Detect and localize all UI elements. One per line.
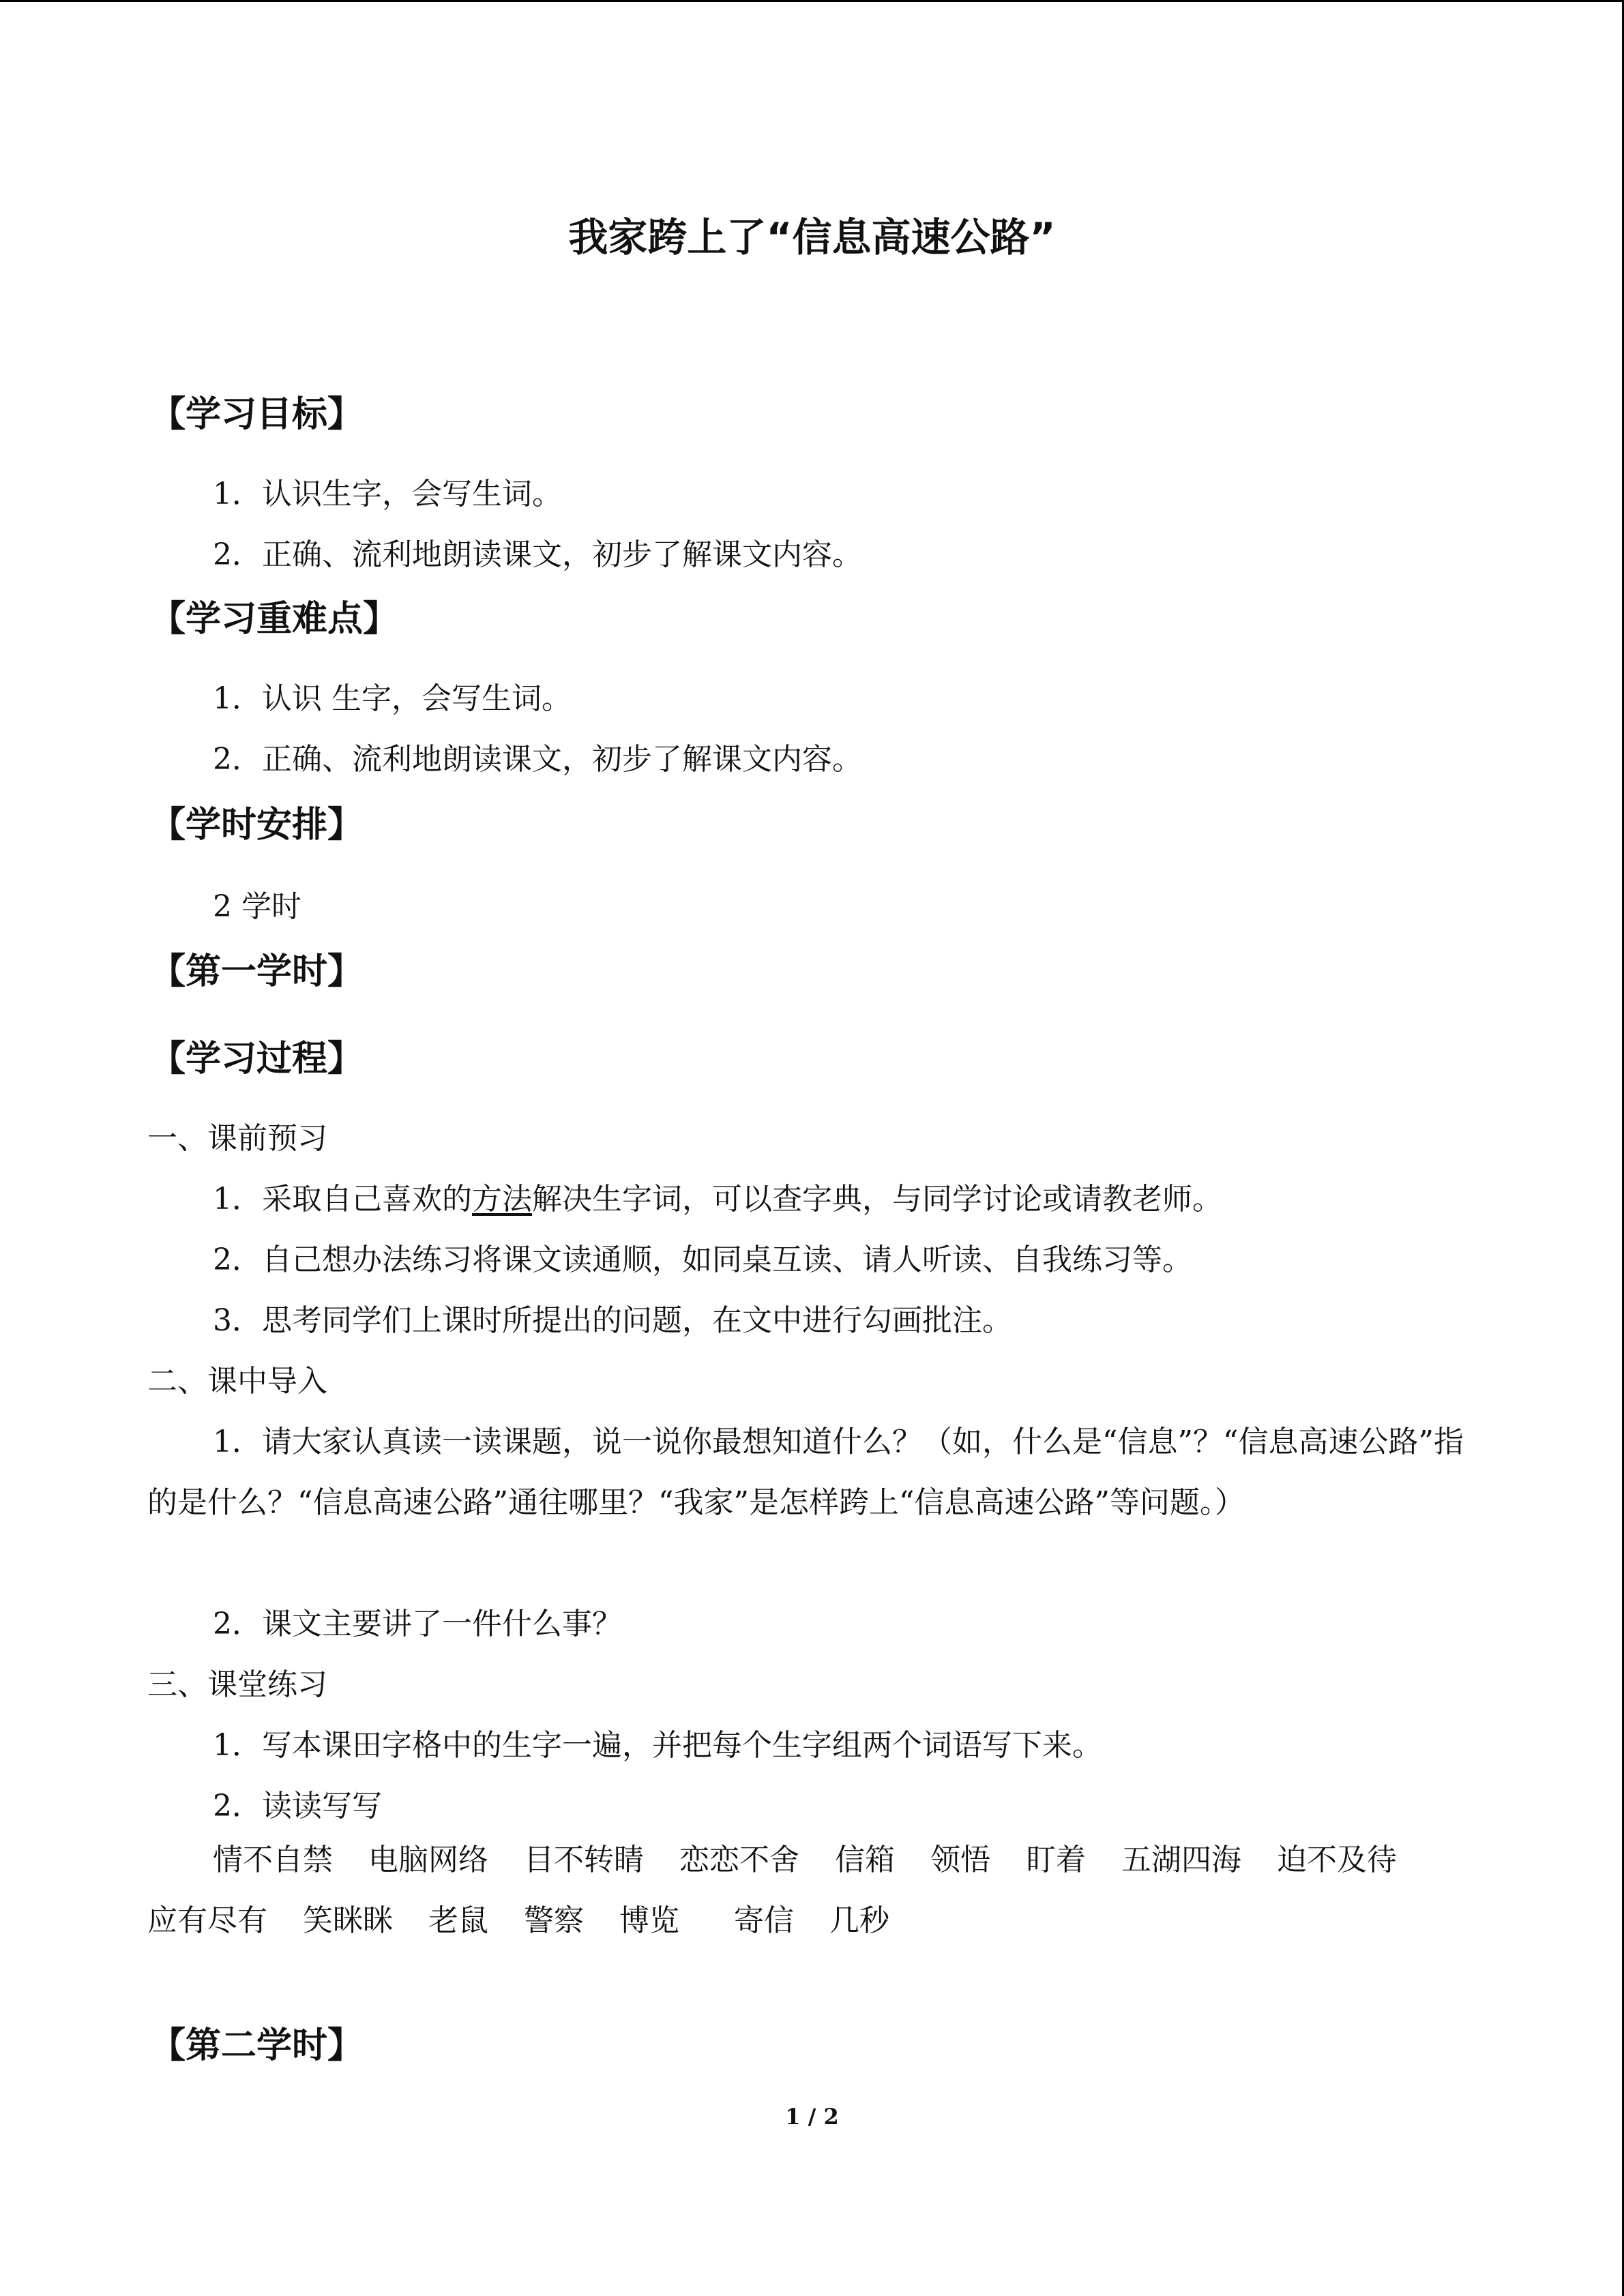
page-top-border: [0, 0, 1624, 2]
practice-item-2: 2．读读写写: [213, 1789, 382, 1823]
goal-item-1: 1．认识生字，会写生词。: [213, 477, 562, 511]
vocab-word: 电脑网络: [368, 1843, 488, 1877]
section-heading-schedule: 【学时安排】: [150, 805, 364, 846]
part-title-intro: 二、课中导入: [147, 1364, 327, 1399]
section-heading-key-points: 【学习重难点】: [150, 599, 399, 640]
section-heading-process: 【学习过程】: [150, 1039, 364, 1079]
preview-item-1-pre: 1．采取自己喜欢的: [213, 1182, 472, 1217]
vocab-word: 警察: [524, 1903, 584, 1938]
section-heading-goals: 【学习目标】: [150, 394, 364, 435]
vocab-word: 博览: [619, 1903, 679, 1938]
schedule-text: 2 学时: [213, 889, 301, 924]
vocab-word: 寄信: [734, 1903, 794, 1938]
method-underlined-text: 方法: [472, 1182, 532, 1217]
preview-item-1-post: 解决生字词，可以查字典，与同学讨论或请教老师。: [532, 1182, 1222, 1217]
intro-item-2: 2．课文主要讲了一件什么事？: [213, 1607, 622, 1641]
vocab-word: 恋恋不舍: [679, 1843, 799, 1877]
practice-item-1: 1．写本课田字格中的生字一遍，并把每个生字组两个词语写下来。: [213, 1728, 1102, 1763]
key-point-item-2: 2．正确、流利地朗读课文，初步了解课文内容。: [213, 742, 862, 777]
vocab-word: 老鼠: [428, 1903, 488, 1938]
vocab-word: 情不自禁: [213, 1843, 333, 1877]
preview-item-3: 3．思考同学们上课时所提出的问题，在文中进行勾画批注。: [213, 1303, 1012, 1338]
vocab-word: 几秒: [829, 1903, 889, 1938]
section-heading-period-one: 【第一学时】: [150, 951, 364, 992]
vocab-word: 应有尽有: [147, 1903, 267, 1938]
document-title: 我家跨上了“信息高速公路”: [568, 214, 1056, 260]
part-title-practice: 三、课堂练习: [147, 1667, 327, 1702]
key-point-item-1: 1．认识 生字，会写生词。: [213, 681, 572, 716]
intro-item-1: 1．请大家认真读一读课题，说一说你最想知道什么？（如，什么是“信息”？“信息高速公路”指的是什么？“信息高速公路”通往哪里？“我家”是怎样跨上“信息高速公路”等问题。）: [147, 1425, 1464, 1520]
vocabulary-list: [147, 1830, 1484, 1951]
vocab-word: 领悟: [930, 1843, 990, 1877]
page-number: 1 / 2: [785, 2104, 839, 2130]
preview-item-1: [213, 1179, 1222, 1220]
part-title-preview: 一、课前预习: [147, 1121, 327, 1156]
vocab-word: 目不转睛: [524, 1843, 644, 1877]
vocab-word: 盯着: [1026, 1843, 1086, 1877]
goal-item-2: 2．正确、流利地朗读课文，初步了解课文内容。: [213, 537, 862, 572]
vocab-word: 笑眯眯: [303, 1903, 393, 1938]
vocab-word: 迫不及待: [1277, 1843, 1397, 1877]
vocab-word: 信箱: [835, 1843, 895, 1877]
preview-item-2: 2．自己想办法练习将课文读通顺，如同桌互读、请人听读、自我练习等。: [213, 1242, 1192, 1277]
vocab-word: 五湖四海: [1121, 1843, 1241, 1877]
section-heading-period-two: 【第二学时】: [150, 2025, 364, 2066]
